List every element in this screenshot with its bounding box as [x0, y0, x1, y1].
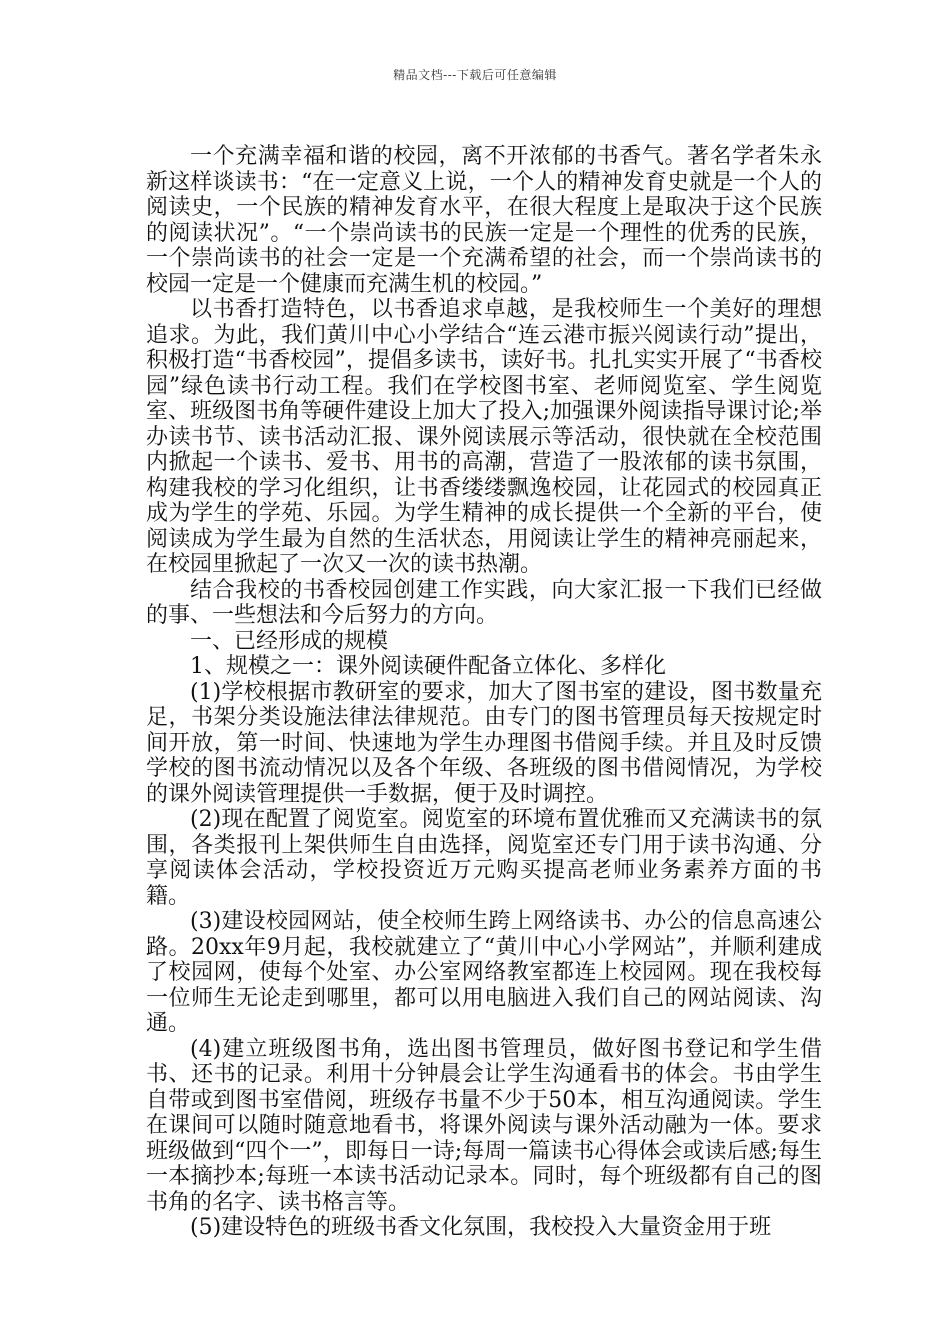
paragraph-report-intro: 结合我校的书香校园创建工作实践，向大家汇报一下我们已经做的事、一些想法和今后努力的方向。 — [146, 577, 822, 628]
paragraph-item-3: (3)建设校园网站，使全校师生跨上网络读书、办公的信息高速公路。20xx年9月起，我校就建立了“黄川中心小学网站”，并顺利建成了校园网，使每个处室、办公室网络教室都连上校园网。现在我校每一位师生无论走到哪里，都可以用电脑进入我们自己的网站阅读、沟通。 — [146, 909, 822, 1036]
paragraph-intro: 一个充满幸福和谐的校园，离不开浓郁的书香气。著名学者朱永新这样谈读书：“在一定意义上说，一个人的精神发育史就是一个人的阅读史，一个民族的精神发育水平，在很大程度上是取决于这个民族的阅读状况”。“一个崇尚读书的民族一定是一个理性的优秀的民族，一个崇尚读书的社会一定是一个充满希望的社会，而一个崇尚读书的校园一定是一个健康而充满生机的校园。” — [146, 144, 822, 297]
paragraph-item-2: (2)现在配置了阅览室。阅览室的环境布置优雅而又充满读书的氛围，各类报刊上架供师生自由选择，阅览室还专门用于读书沟通、分享阅读体会活动，学校投资近万元购买提高老师业务素养方面的书籍。 — [146, 807, 822, 909]
subsection-heading: 1、规模之一：课外阅读硬件配备立体化、多样化 — [190, 654, 666, 679]
paragraph-item-1: (1)学校根据市教研室的要求，加大了图书室的建设，图书数量充足，书架分类设施法律法律规范。由专门的图书管理员每天按规定时间开放，第一时间、快速地为学生办理图书借阅手续。并且及时反馈学校的图书流动情况以及各个年级、各班级的图书借阅情况，为学校的课外阅读管理提供一手数据，便于及时调控。 — [146, 679, 822, 807]
document-body — [146, 144, 822, 1241]
page-header: 精品文档---下载后可任意编辑 — [393, 68, 557, 82]
paragraph-initiative: 以书香打造特色，以书香追求卓越，是我校师生一个美好的理想追求。为此，我们黄川中心小学结合“连云港市振兴阅读行动”提出，积极打造“书香校园”，提倡多读书，读好书。扎扎实实开展了“书香校园”绿色读书行动工程。我们在学校图书室、老师阅览室、学生阅览室、班级图书角等硬件建设上加大了投入;加强课外阅读指导课讨论;举办读书节、读书活动汇报、课外阅读展示等活动，很快就在全校范围内掀起一个读书、爱书、用书的高潮，营造了一股浓郁的读书氛围，构建我校的学习化组织，让书香缕缕飘逸校园，让花园式的校园真正成为学生的学苑、乐园。为学生精神的成长提供一个全新的平台，使阅读成为学生最为自然的生活状态，用阅读让学生的精神亮丽起来，在校园里掀起了一次又一次的读书热潮。 — [146, 297, 822, 577]
paragraph-item-4: (4)建立班级图书角，选出图书管理员，做好图书登记和学生借书、还书的记录。利用十分钟晨会让学生沟通看书的体会。书由学生自带或到图书室借阅，班级存书量不少于50本，相互沟通阅读。学生在课间可以随时随意地看书，将课外阅读与课外活动融为一体。要求班级做到“四个一”，即每日一诗;每周一篇读书心得体会或读后感;每生一本摘抄本;每班一本读书活动记录本。同时，每个班级都有自己的图书角的名字、读书格言等。 — [146, 1036, 822, 1215]
section-heading: 一、已经形成的规模 — [190, 628, 389, 654]
paragraph-item-5: (5)建设特色的班级书香文化氛围，我校投入大量资金用于班 — [190, 1215, 772, 1240]
